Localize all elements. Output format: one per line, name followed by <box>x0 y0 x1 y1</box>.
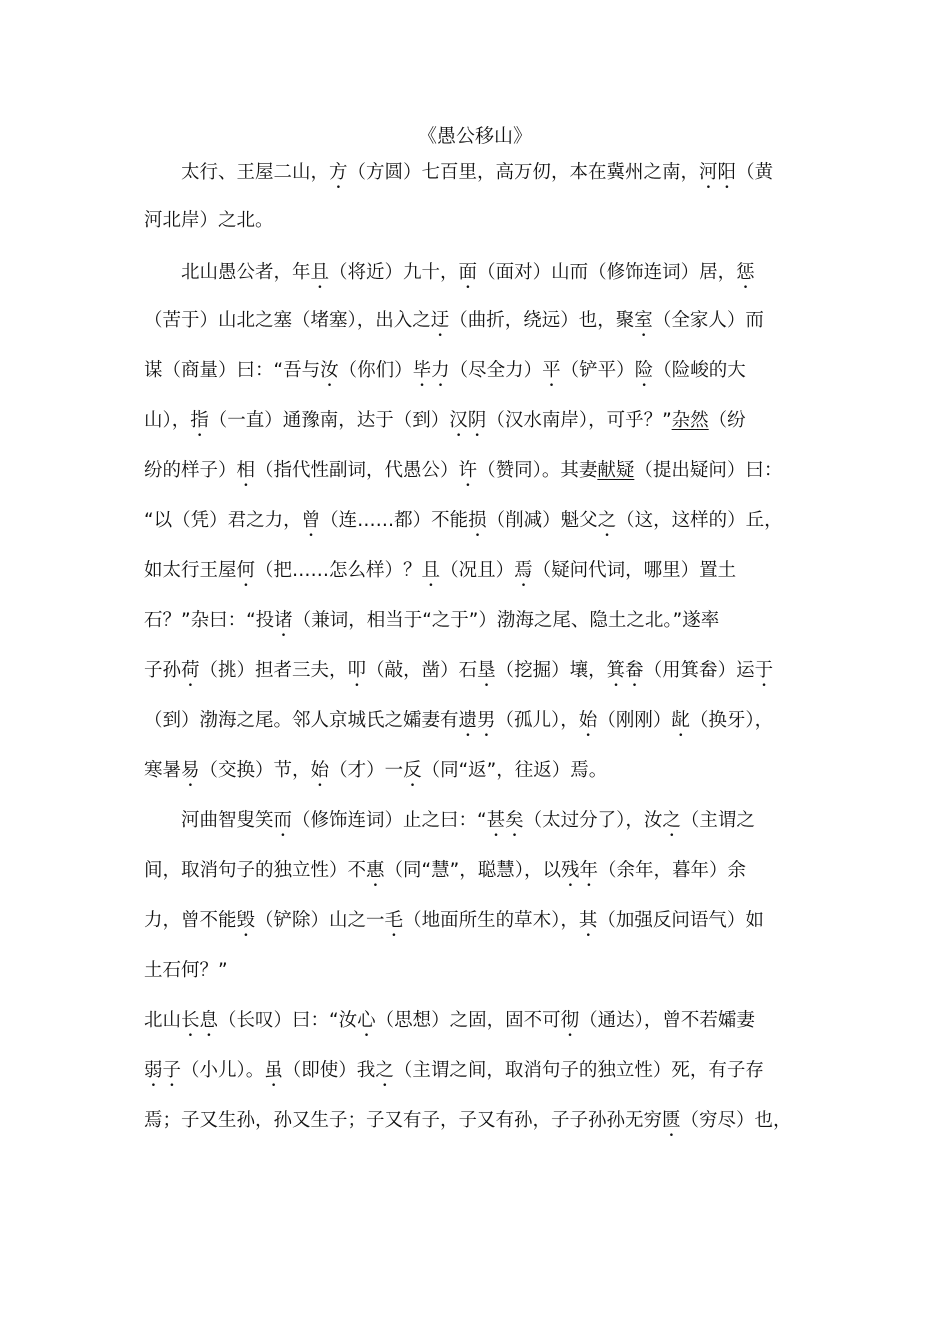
text-run: 间，取消句子的独立性）不 <box>144 860 367 881</box>
text-run: （铲平） <box>560 360 635 381</box>
text-run: （你们） <box>338 360 413 381</box>
text-run: （方圆）七百里，高万仞，本在冀州之南， <box>347 162 700 183</box>
text-run: （太过分了），汝 <box>523 810 663 831</box>
text-run: 土石何？” <box>144 960 228 981</box>
text-run: （把……怎么样）？ <box>255 560 422 581</box>
emphasized-word: 损 <box>468 510 487 531</box>
text-line <box>144 908 814 941</box>
emphasized-word: 始 <box>310 760 330 781</box>
emphasized-word: 甚矣 <box>486 810 524 831</box>
text-run: （连……都）不能 <box>320 510 469 531</box>
emphasized-word: 弱子 <box>144 1060 182 1081</box>
emphasized-word: 虽 <box>264 1060 283 1081</box>
text-line <box>144 858 814 891</box>
text-line <box>144 260 814 293</box>
text-run: （赞同）。其妻 <box>477 460 598 481</box>
text-run: （指代性副词，代愚公） <box>255 460 459 481</box>
emphasized-word: 反 <box>403 760 422 781</box>
text-run: 太行、王屋二山， <box>144 162 330 183</box>
text-run: 石？”杂曰：“投 <box>144 610 275 631</box>
text-run: 力，曾不能 <box>144 910 237 931</box>
text-run: （孤儿）， <box>495 710 579 731</box>
emphasized-word: 惠 <box>366 860 385 881</box>
text-run: （尽全力） <box>449 360 543 381</box>
text-line <box>144 808 814 841</box>
emphasized-word: 指 <box>190 410 209 431</box>
emphasized-word: 而 <box>273 810 293 831</box>
text-run: （兼词，相当于“之于”）渤海之尾、隐土之北。”遂率 <box>292 610 720 631</box>
emphasized-word: 汝 <box>320 360 339 381</box>
text-run: 子孙 <box>144 660 182 681</box>
text-run: （思想）之固，固不可 <box>375 1010 561 1031</box>
text-run: （黄 <box>736 162 774 183</box>
text-line <box>144 1058 814 1091</box>
text-run: （修饰连词）止之曰：“ <box>292 810 487 831</box>
document-title: 《愚公移山》 <box>417 125 532 147</box>
text-run: （用箕畚）运 <box>643 660 755 681</box>
emphasized-word: 焉 <box>514 560 533 581</box>
emphasized-word: 龀 <box>671 710 690 731</box>
text-line <box>144 558 814 591</box>
text-run: （纷 <box>708 410 746 431</box>
emphasized-word: 毁 <box>236 910 256 931</box>
text-line <box>144 708 814 741</box>
text-run: （才）一 <box>329 760 404 781</box>
emphasized-word: 之 <box>597 510 617 531</box>
text-run: （穷尽）也， <box>680 1110 792 1131</box>
text-line <box>144 1108 814 1141</box>
emphasized-word: 汉阴 <box>449 410 487 431</box>
text-run: （面对）山而（修饰连词）居， <box>477 262 737 283</box>
emphasized-word: 彻 <box>560 1010 580 1031</box>
text-run: （将近）九十， <box>329 262 459 283</box>
text-run: （提出疑问）曰： <box>634 460 783 481</box>
emphasized-word: 平 <box>542 360 561 381</box>
text-run: 寒暑 <box>144 760 182 781</box>
emphasized-word: 何 <box>236 560 256 581</box>
emphasized-word: 匮 <box>662 1110 681 1131</box>
text-line <box>144 308 814 341</box>
emphasized-word: 箕畚 <box>606 660 644 681</box>
text-line <box>144 408 814 441</box>
text-run: （挖掘）壤， <box>495 660 607 681</box>
emphasized-word: 始 <box>578 710 598 731</box>
text-run: （削减）魁父 <box>486 510 598 531</box>
text-run: （刚刚） <box>597 710 672 731</box>
text-run: （到）渤海之尾。邻人京城氏之孀妻有 <box>144 710 459 731</box>
text-run: （全家人）而 <box>652 310 764 331</box>
emphasized-word: 毛 <box>384 910 404 931</box>
text-line <box>144 658 814 691</box>
text-run: （小儿）。 <box>181 1060 265 1081</box>
text-run: （险峻的大 <box>653 360 746 381</box>
text-run: （一直）通豫南，达于（到） <box>208 410 450 431</box>
text-run: （即使）我 <box>282 1060 376 1081</box>
text-run: （主谓之间，取消句子的独立性）死，有子存 <box>393 1060 764 1081</box>
text-line <box>144 208 814 234</box>
text-run: 河北岸）之北。 <box>144 210 274 231</box>
text-run: （疑问代词，哪里）置土 <box>532 560 737 581</box>
text-run: （敲，凿）石 <box>366 660 478 681</box>
text-run: （加强反问语气）如 <box>597 910 764 931</box>
emphasized-word: 之 <box>662 810 681 831</box>
text-run: “以（凭）君之力， <box>144 510 302 531</box>
text-run: （同“慧”，聪慧），以 <box>384 860 561 881</box>
emphasized-word: 惩 <box>736 262 755 283</box>
text-line <box>144 758 814 791</box>
text-run: （地面所生的草木）， <box>403 910 579 931</box>
emphasized-word: 且 <box>310 262 330 283</box>
text-run: （换牙）， <box>689 710 774 731</box>
emphasized-word: 面 <box>458 262 478 283</box>
text-run: （铲除）山之一 <box>255 910 385 931</box>
text-run: （挑）担者三夫， <box>199 660 348 681</box>
text-line <box>144 160 814 193</box>
text-line <box>144 358 814 391</box>
text-run: （主谓之 <box>680 810 755 831</box>
text-run: （交换）节， <box>199 760 311 781</box>
emphasized-word: 心 <box>357 1010 376 1031</box>
text-line <box>144 608 814 641</box>
text-run: 纷的样子） <box>144 460 237 481</box>
text-line <box>144 1008 814 1041</box>
text-run: （曲折，绕远）也，聚 <box>449 310 635 331</box>
text-run: 如太行王屋 <box>144 560 237 581</box>
emphasized-word: 方 <box>329 162 348 183</box>
text-run: （汉水南岸），可乎？” <box>486 410 672 431</box>
emphasized-word: 险 <box>634 360 654 381</box>
emphasized-word: 其 <box>578 910 598 931</box>
emphasized-word: 许 <box>458 460 478 481</box>
emphasized-word: 毕力 <box>412 360 450 381</box>
underlined-word: 杂然 <box>671 410 709 431</box>
text-run: （况且） <box>440 560 515 581</box>
text-run: （同“返”，往返）焉。 <box>421 760 608 781</box>
emphasized-word: 相 <box>236 460 256 481</box>
emphasized-word: 诸 <box>274 610 293 631</box>
text-line <box>144 508 814 541</box>
text-run: （余年，暮年）余 <box>597 860 746 881</box>
emphasized-word: 之 <box>375 1060 394 1081</box>
text-run: （长叹）曰：“汝 <box>218 1010 358 1031</box>
text-run: 谋（商量）曰：“吾与 <box>144 360 321 381</box>
emphasized-word: 叩 <box>347 660 367 681</box>
underlined-word: 献疑 <box>597 460 635 481</box>
emphasized-word: 残年 <box>560 860 598 881</box>
text-run: 焉；子又生孙，孙又生子；子又有子，子又有孙，子子孙孙无穷 <box>144 1110 663 1131</box>
text-run: （通达），曾不若孀妻 <box>579 1010 755 1031</box>
emphasized-word: 于 <box>754 660 774 681</box>
emphasized-word: 室 <box>634 310 653 331</box>
text-run: 北山 <box>144 1010 182 1031</box>
emphasized-word: 遗男 <box>458 710 496 731</box>
emphasized-word: 垦 <box>477 660 496 681</box>
emphasized-word: 荷 <box>181 660 200 681</box>
emphasized-word: 曾 <box>301 510 321 531</box>
text-line <box>144 958 814 984</box>
text-run: （苦于）山北之塞（堵塞），出入之 <box>144 310 431 331</box>
emphasized-word: 易 <box>181 760 200 781</box>
text-run: （这，这样的）丘， <box>616 510 783 531</box>
emphasized-word: 河阳 <box>699 162 737 183</box>
emphasized-word: 迂 <box>430 310 450 331</box>
text-run: 河曲智叟笑 <box>144 810 274 831</box>
emphasized-word: 且 <box>421 560 441 581</box>
text-line <box>144 458 814 491</box>
text-run: 山）， <box>144 410 191 431</box>
emphasized-word: 长息 <box>181 1010 219 1031</box>
text-run: 北山愚公者，年 <box>144 262 311 283</box>
